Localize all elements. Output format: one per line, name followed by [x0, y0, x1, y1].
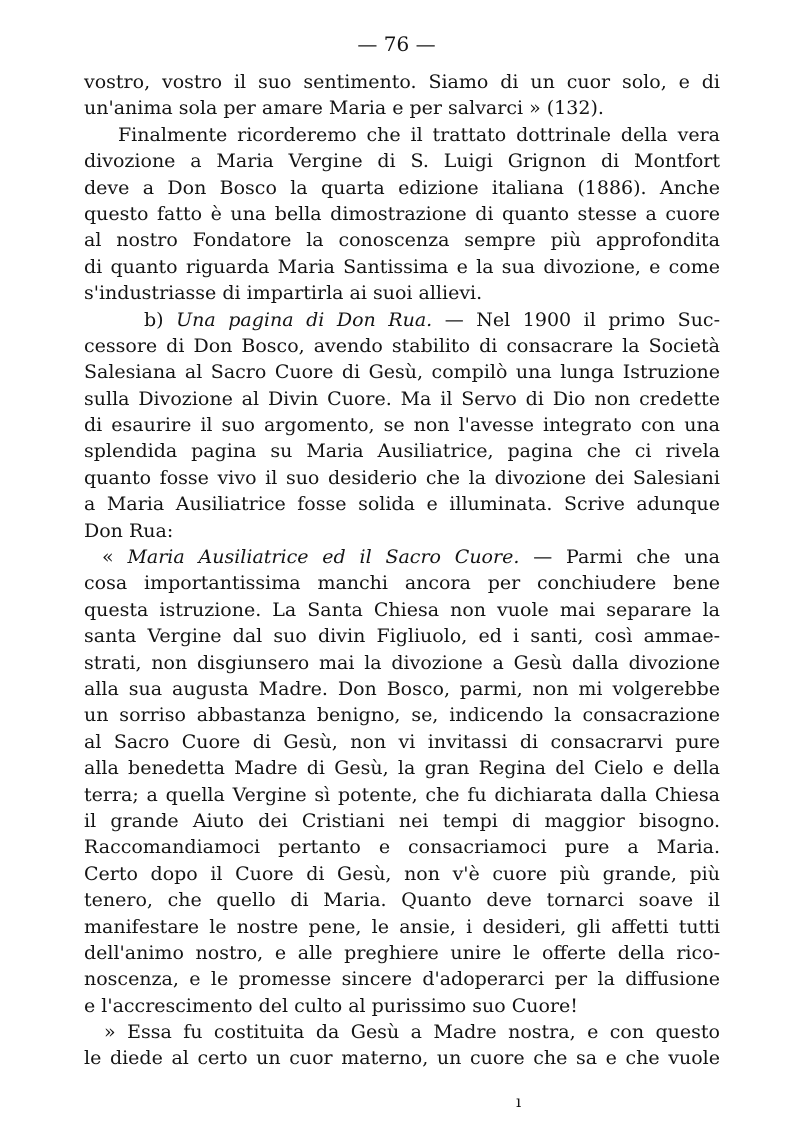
paragraph-first-line: Finalmente ricorderemo che il trattato dottrinale della vera: [118, 123, 720, 146]
quote-text: Parmi che una: [566, 546, 720, 569]
text-line: deve a Don Bosco la quarta edizione italiana (1886). Anche: [84, 176, 720, 199]
text-line: strati, non disgiunsero mai la divozione a Gesù dalla divozione: [84, 651, 720, 674]
section-b-text: Nel 1900 il primo Suc-: [476, 308, 720, 331]
text-line: terra; a quella Vergine sì potente, che fu dichiarata dalla Chiesa: [84, 783, 720, 806]
text-line: di esaurire il suo argomento, se non l'avesse integrato con una: [84, 414, 720, 437]
quote-title: Maria Ausiliatrice ed il Sacro Cuore.: [127, 546, 520, 569]
section-b-prefix: b): [144, 308, 177, 331]
text-line: e l'accrescimento del culto al purissimo suo Cuore!: [84, 994, 578, 1017]
text-line: splendida pagina su Maria Ausiliatrice, pagina che ci rivela: [84, 440, 720, 463]
text-line: Certo dopo il Cuore di Gesù, non v'è cuore più grande, più: [84, 862, 720, 885]
text-line: alla sua augusta Madre. Don Bosco, parmi, non mi volgerebbe: [84, 677, 720, 700]
text-line: vostro, vostro il suo sentimento. Siamo di un cuor solo, e di: [84, 71, 720, 93]
text-line: Don Rua:: [84, 519, 174, 542]
text-line: al nostro Fondatore la conoscenza sempre più approfondita: [84, 229, 720, 252]
text-line: a Maria Ausiliatrice fosse solida e illuminata. Scrive adunque: [84, 493, 720, 516]
text-line: manifestare le nostre pene, le ansie, i desideri, gli affetti tutti: [84, 915, 720, 938]
page-number: — 76 —: [357, 32, 436, 56]
text-line: s'industriasse di impartirla ai suoi allievi.: [84, 282, 483, 305]
quote-dash: —: [519, 546, 567, 569]
section-b-title: Una pagina di Don Rua.: [176, 308, 433, 331]
text-line: un sorriso abbastanza benigno, se, indicendo la consacrazione: [84, 704, 720, 727]
text-line: le diede al certo un cuor materno, un cuore che sa e che vuole: [84, 1047, 720, 1070]
bottom-mark: ı: [516, 1092, 522, 1111]
text-line: noscenza, e le promesse sincere d'adoperarci per la diffusione: [84, 968, 720, 991]
text-line: cessore di Don Bosco, avendo stabilito di consacrare la Società: [84, 334, 720, 357]
text-line: quanto fosse vivo il suo desiderio che la divozione dei Salesiani: [84, 466, 720, 489]
text-line: Salesiana al Sacro Cuore di Gesù, compilò una lunga Istruzione: [84, 361, 720, 384]
text-line: Raccomandiamoci pertanto e consacriamoci pure a Maria.: [84, 836, 720, 859]
text-line: al Sacro Cuore di Gesù, non vi invitassi di consacrarvi pure: [84, 730, 720, 753]
text-line: tenero, che quello di Maria. Quanto deve tornarci soave il: [84, 889, 720, 912]
text-line: di quanto riguarda Maria Santissima e la sua divozione, e come: [84, 255, 720, 278]
text-line: questa istruzione. La Santa Chiesa non vuole mai separare la: [84, 598, 720, 621]
text-line: cosa importantissima manchi ancora per conchiudere bene: [84, 572, 720, 595]
section-b-line: [84, 307, 720, 333]
text-line: alla benedetta Madre di Gesù, la gran Regina del Cielo e della: [84, 757, 720, 780]
text-line: il grande Aiuto dei Cristiani nei tempi di maggior bisogno.: [84, 809, 720, 832]
quote-heading-line: [84, 544, 720, 570]
paragraph-first-line: » Essa fu costituita da Gesù a Madre nostra, e con questo: [104, 1021, 720, 1044]
text-line: questo fatto è una bella dimostrazione di quanto stesse a cuore: [84, 202, 720, 225]
quote-open-mark: «: [102, 546, 128, 569]
text-line: divozione a Maria Vergine di S. Luigi Grignon di Montfort: [84, 150, 720, 173]
text-line: santa Vergine dal suo divin Figliuolo, ed i santi, così ammae-: [84, 625, 720, 648]
section-b-dash: —: [432, 308, 477, 331]
text-line: dell'animo nostro, e alle preghiere unire le offerte della rico-: [84, 941, 720, 964]
body-text: [84, 69, 720, 1072]
text-line: un'anima sola per amare Maria e per salvarci » (132).: [84, 97, 604, 120]
text-line: sulla Divozione al Divin Cuore. Ma il Servo di Dio non credette: [84, 387, 720, 410]
